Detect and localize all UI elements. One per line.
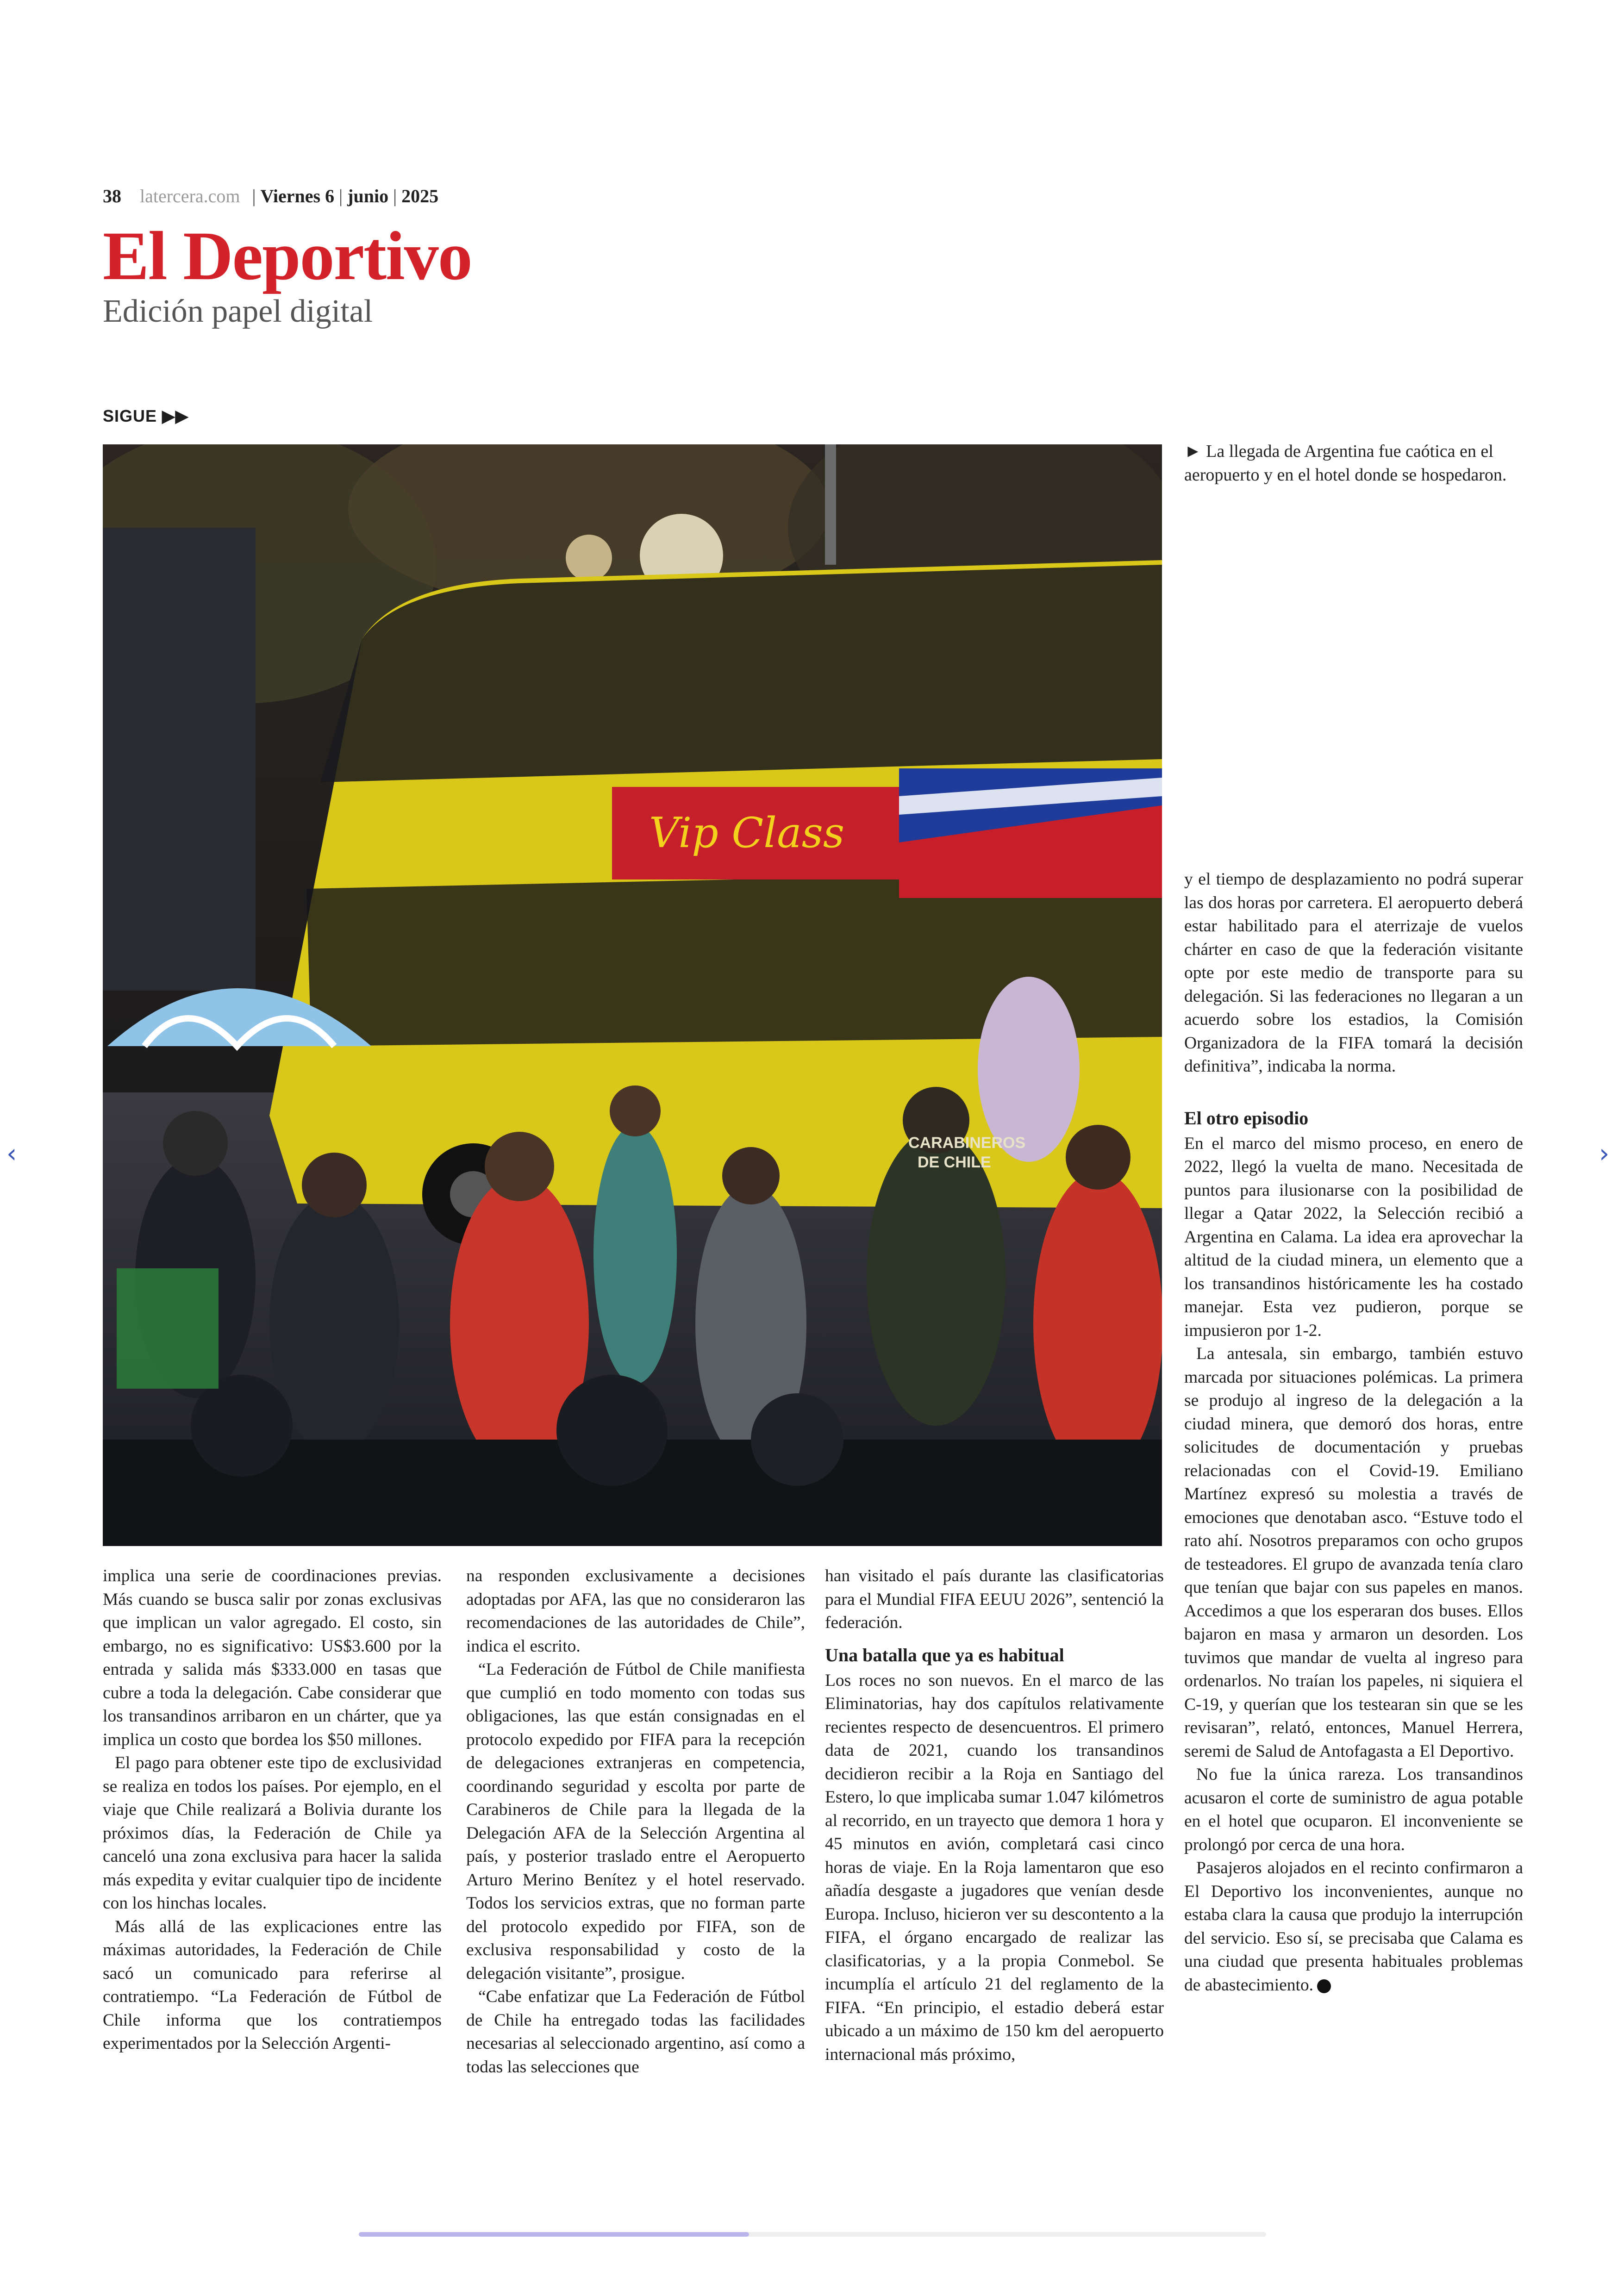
- paragraph: [1184, 1857, 1523, 1997]
- issue-year: 2025: [401, 186, 439, 206]
- paragraph: implica una serie de coordinaciones previas. Más cuando se busca salir por zonas exclusivas que implican un valor agregado. El costo, sin embargo, no es significativo: US$3.600 por la entrada y salida más $333.000 en tasas que cubre a toda la delegación. Cabe considerar que los transandinos arribaron en un chárter, que ya implica un costo que bordea los $50 millones.: [103, 1566, 442, 1749]
- article-column-4: [1184, 868, 1523, 1997]
- paragraph: “La Federación de Fútbol de Chile manifiesta que cumplió en todo momento con todas sus obligaciones, las que están consignadas en el protocolo expedido por FIFA para la recepción de delegaciones extranjeras en competencia, coordinando seguridad y escolta por parte de Carabineros de Chile para la llegada de la Delegación AFA de la Selección Argentina al país, y posterior traslado entre el Aeropuerto Arturo Merino Benítez y el hotel reservado. Todos los servicios extras, que no forman parte del protocolo expedido por FIFA, son de exclusiva responsabilidad y costo de la delegación visitante”, prosigue.: [466, 1660, 805, 1983]
- chevron-right-icon: ›: [1599, 1139, 1610, 1169]
- paragraph: han visitado el país durante las clasificatorias para el Mundial FIFA EEUU 2026”, sentenció la federación.: [825, 1566, 1164, 1632]
- subheading: Una batalla que ya es habitual: [825, 1644, 1064, 1665]
- continued-label: SIGUE ▶▶: [103, 406, 189, 425]
- photo-illustration: [103, 444, 1162, 1546]
- edition-subtitle: Edición papel digital: [103, 293, 373, 329]
- vest-text-line2: DE CHILE: [918, 1154, 991, 1171]
- street-light: [566, 535, 612, 581]
- paragraph: El pago para obtener este tipo de exclusividad se realiza en todos los países. Por ejemplo, en el viaje que Chile realizará a Bolivia durante los próximos días, la Federación de Chile ya canceló una zona exclusiva para hacer la salida más expedita y evitar cualquier tipo de incidente con los hinchas locales.: [103, 1753, 442, 1913]
- header-separator: |: [252, 186, 256, 206]
- light-pole: [825, 444, 836, 565]
- section-brand: El Deportivo: [103, 218, 472, 294]
- paragraph: Más allá de las explicaciones entre las máximas autoridades, la Federación de Chile sacó un comunicado para referirse al contratiempo. “La Federación de Fútbol de Chile informa que los contratiempos experimentados por la Selección Argenti-: [103, 1917, 442, 2053]
- article-photo: [103, 444, 1162, 1546]
- page-scroll-progress: [359, 2232, 749, 2237]
- building: [103, 528, 256, 991]
- photo-caption: ► La llegada de Argentina fue caótica en el aeropuerto y en el hotel donde se hospedaron.: [1184, 442, 1507, 485]
- page-number: 38: [103, 186, 121, 206]
- paragraph: “Cabe enfatizar que La Federación de Fútbol de Chile ha entregado todas las facilidades necesarias al seleccionado argentino, así como a todas las selecciones que: [466, 1987, 805, 2077]
- bus-lettering: Vip Class: [649, 809, 845, 857]
- paragraph: En el marco del mismo proceso, en enero de 2022, llegó la vuelta de mano. Necesitada de puntos para ilusionarse con la posibilidad de llegar a Qatar 2022, la Selección recibió a Argentina en Calama. La idea era aprovechar la altitud de la ciudad minera, un elemento que a los transandinos históricamente les ha costado manejar. Esta vez pudieron, porque se impusieron por 1-2.: [1184, 1134, 1523, 1340]
- issue-day: Viernes 6: [260, 186, 335, 206]
- article-column-1: [103, 1565, 442, 2056]
- chevron-left-icon: ‹: [6, 1139, 17, 1169]
- subheading: El otro episodio: [1184, 1107, 1309, 1129]
- header-separator: |: [339, 186, 343, 206]
- issue-month: junio: [347, 186, 389, 206]
- next-page-button[interactable]: [1599, 1139, 1609, 1169]
- paragraph: y el tiempo de desplazamiento no podrá superar las dos horas por carretera. El aeropuerto deberá estar habilitado para el aterrizaje de vuelos chárter en caso de que la federación visitante opte por este medio de transporte para su delegación. Si las federaciones no llegaran a un acuerdo sobre los estadios, la Comisión Organizadora de la FIFA tomará la decisión definitiva”, indicaba la norma.: [1184, 870, 1523, 1076]
- paragraph: na responden exclusivamente a decisiones adoptadas por AFA, las que no consideraron las recomendaciones de las autoridades de Chile”, indica el escrito.: [466, 1566, 805, 1656]
- article-column-3: [825, 1565, 1164, 2066]
- page-scroll-track[interactable]: [359, 2232, 1266, 2237]
- bus-upper-windows: [320, 565, 1162, 782]
- previous-page-button[interactable]: [6, 1139, 17, 1169]
- paragraph-text: Pasajeros alojados en el recinto confirmaron a El Deportivo los inconvenientes, aunque no estaba clara la causa que produjo la interrupción del servicio. Eso sí, se precisaba que Calama es una ciudad que presenta habituales problemas de abastecimiento.: [1184, 1858, 1523, 1995]
- paragraph: La antesala, sin embargo, también estuvo marcada por situaciones polémicas. La primera se produjo al ingreso de la delegación a la ciudad minera, que demoró dos horas, entre solicitudes de documentación y pruebas relacionadas con el Covid-19. Emiliano Martínez expresó su molestia a través de emociones que denotaban asco. “Estuve todo el rato ahí. Nosotros preparamos con ocho grupos de testeadores. El grupo de avanzada tenía claro que tenían que bajar con sus papeles en manos. Accedimos a que los esperaran dos buses. Ellos bajaron en masa y armaron un desorden. Los tuvimos que mandar de vuelta al ingreso para ordenarlos. No traían los papeles, ni siquiera el C-19, y querían que los testearan sin que se les revisaran”, relató, entonces, Manuel Herrera, seremi de Salud de Antofagasta a El Deportivo.: [1184, 1344, 1523, 1761]
- end-of-article-icon: [1317, 1979, 1331, 1993]
- page-header-line: [103, 185, 438, 207]
- header-separator: |: [393, 186, 397, 206]
- paragraph: Los roces no son nuevos. En el marco de las Eliminatorias, hay dos capítulos relativamente recientes respecto de desencuentros. El primero data de 2021, cuando los transandinos decidieron recibir a la Roja en Santiago del Estero, lo que implicaba sumar 1.047 kilómetros al recorrido, en un trayecto que demora 1 hora y 45 minutos en avión, completará casi cinco horas de viaje. En la Roja lamentaron que eso añadía desgaste a jugadores que venían desde Europa. Incluso, hicieron ver su descontento a la FIFA, el órgano encargado de realizar las clasificatorias, y a la propia Conmebol. Se incumplía el artículo 21 del reglamento de la FIFA. “En principio, el estadio deberá estar ubicado a un máximo de 150 km del aeropuerto internacional más próximo,: [825, 1671, 1164, 2064]
- paragraph: No fue la única rareza. Los transandinos acusaron el corte de suministro de agua potable en el hotel que ocuparon. El inconveniente se prolongó por cerca de una hora.: [1184, 1765, 1523, 1854]
- article-column-2: [466, 1565, 805, 2079]
- vest-text-line1: CARABINEROS: [908, 1134, 1026, 1152]
- site-name: latercera.com: [140, 186, 240, 206]
